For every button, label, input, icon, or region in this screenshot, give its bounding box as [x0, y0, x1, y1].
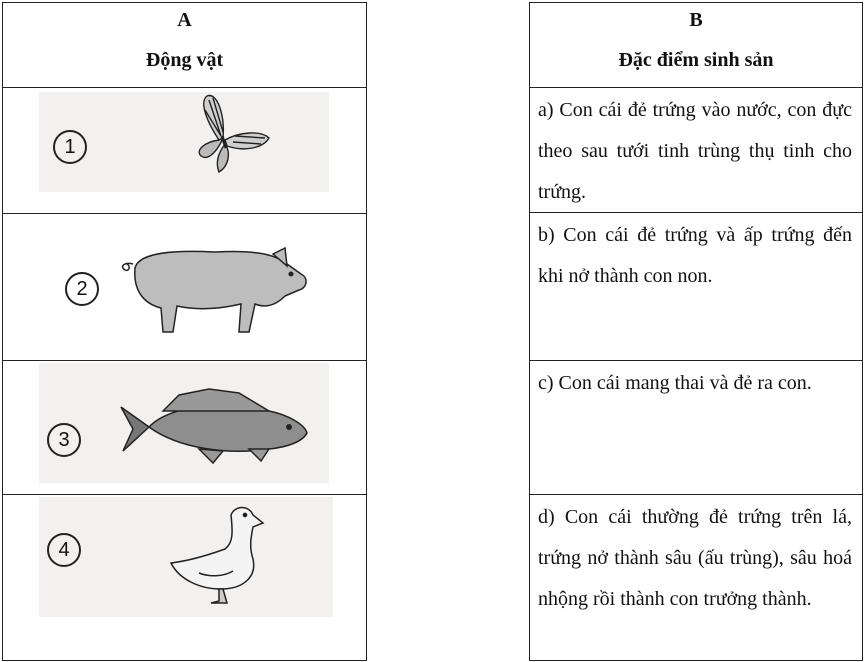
animal-row-1 — [3, 87, 366, 213]
duck-icon — [169, 503, 269, 607]
trait-c: c) Con cái mang thai và đẻ ra con. — [530, 360, 862, 494]
column-b-letter: B — [689, 9, 703, 31]
animal-number-2: 2 — [65, 272, 99, 306]
animal-number-3: 3 — [47, 423, 81, 457]
animal-row-3 — [3, 360, 366, 494]
fish-icon — [119, 385, 311, 469]
table-column-b — [529, 2, 863, 661]
trait-d: d) Con cái thường đẻ trứng trên lá, trứng nở thành sâu (ấu trùng), sâu hoá nhộng rồi thành con trưởng thành. — [530, 494, 862, 662]
trait-a: a) Con cái đẻ trứng vào nước, con đực theo sau tưới tinh trùng thụ tinh cho trứng. — [530, 87, 862, 212]
column-a-letter: A — [177, 9, 192, 31]
column-b-title: Đặc điểm sinh sản — [618, 49, 774, 71]
butterfly-icon — [179, 92, 275, 174]
animal-number-1: 1 — [53, 130, 87, 164]
pig-icon — [115, 244, 311, 336]
table-column-a — [2, 2, 367, 661]
animal-number-4: 4 — [47, 533, 81, 567]
column-a-header — [3, 3, 366, 87]
column-b-header — [530, 3, 862, 87]
animal-row-4 — [3, 494, 366, 662]
animal-row-2 — [3, 213, 366, 360]
column-a-title: Động vật — [145, 49, 224, 71]
trait-b: b) Con cái đẻ trứng và ấp trứng đến khi nở thành con non. — [530, 212, 862, 360]
